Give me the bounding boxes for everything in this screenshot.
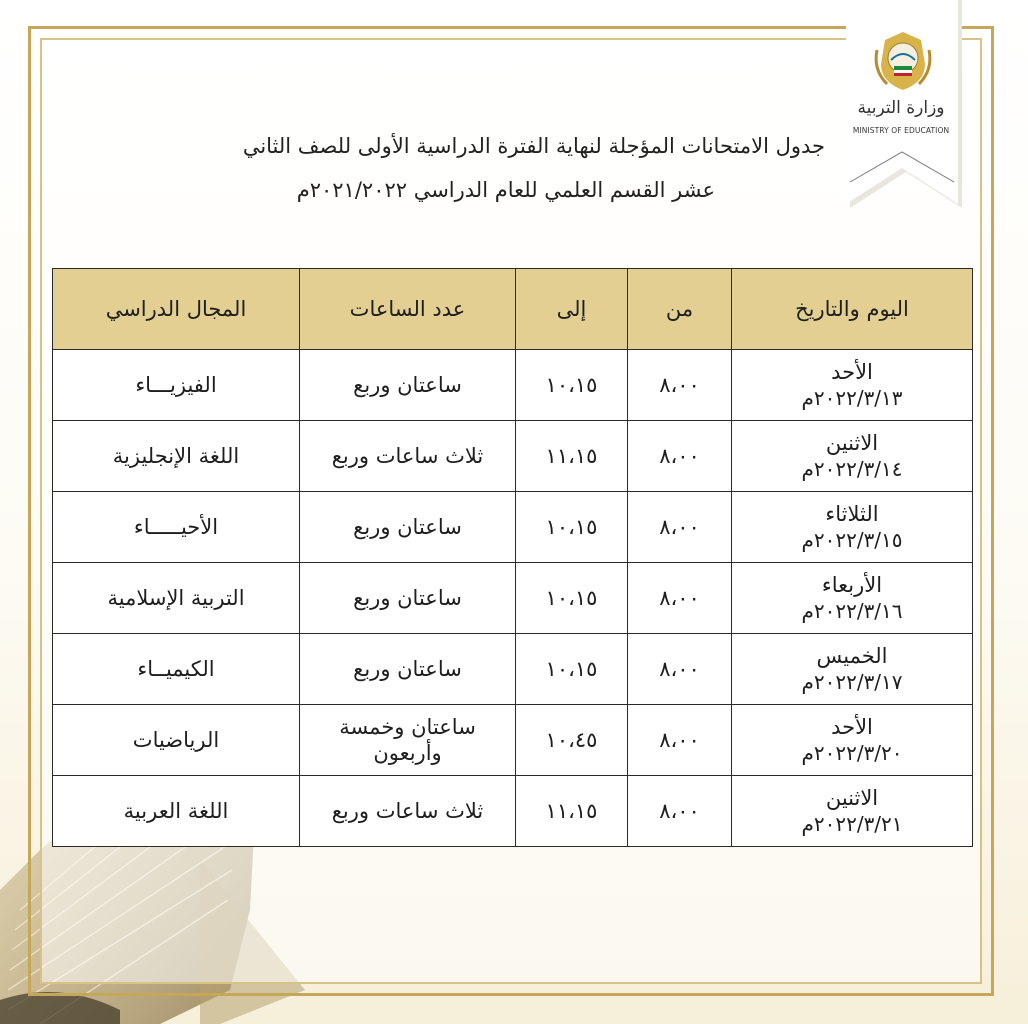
cell-subject: الفيزيـــاء (53, 350, 300, 421)
cell-hours: ساعتان وخمسة وأربعون (300, 705, 516, 776)
day-name: الاثنين (825, 786, 879, 810)
table-row (53, 350, 973, 421)
cell-subject: الرياضيات (53, 705, 300, 776)
cell-from: ٨،٠٠ (628, 634, 732, 705)
day-name: الأحد (831, 715, 873, 739)
day-name: الأحد (831, 360, 873, 384)
day-date: ٢٠٢٢/٣/٢١م (801, 812, 903, 836)
cell-day-date (732, 492, 973, 563)
kuwait-emblem-icon (873, 30, 933, 92)
day-date: ٢٠٢٢/٣/١٥م (801, 528, 903, 552)
page-title (70, 124, 825, 212)
day-date: ٢٠٢٢/٣/١٦م (801, 599, 903, 623)
cell-subject: اللغة الإنجليزية (53, 421, 300, 492)
header-hours: عدد الساعات (300, 269, 516, 350)
header-to: إلى (516, 269, 628, 350)
table-row (53, 563, 973, 634)
cell-from: ٨،٠٠ (628, 350, 732, 421)
cell-to: ١١،١٥ (516, 776, 628, 847)
cell-from: ٨،٠٠ (628, 421, 732, 492)
header-subject: المجال الدراسي (53, 269, 300, 350)
ministry-name-english: MINISTRY OF EDUCATION (852, 126, 950, 135)
table-row (53, 634, 973, 705)
day-date: ٢٠٢٢/٣/٢٠م (801, 741, 903, 765)
table-row (53, 776, 973, 847)
exam-schedule-table (52, 268, 973, 847)
cell-from: ٨،٠٠ (628, 492, 732, 563)
cell-hours: ساعتان وربع (300, 634, 516, 705)
cell-from: ٨،٠٠ (628, 705, 732, 776)
cell-subject: التربية الإسلامية (53, 563, 300, 634)
title-line-2: عشر القسم العلمي للعام الدراسي ٢٠٢١/٢٠٢٢م (296, 178, 715, 202)
cell-day-date (732, 421, 973, 492)
cell-to: ١٠،١٥ (516, 563, 628, 634)
cell-day-date (732, 634, 973, 705)
table-row (53, 705, 973, 776)
cell-to: ١٠،١٥ (516, 492, 628, 563)
cell-subject: اللغة العربية (53, 776, 300, 847)
ministry-logo-ribbon (846, 0, 966, 210)
table-row (53, 492, 973, 563)
cell-hours: ثلاث ساعات وربع (300, 776, 516, 847)
table-header-row (53, 269, 973, 350)
day-date: ٢٠٢٢/٣/١٧م (801, 670, 903, 694)
day-date: ٢٠٢٢/٣/١٤م (801, 457, 903, 481)
cell-day-date (732, 350, 973, 421)
cell-subject: الأحيـــــاء (53, 492, 300, 563)
title-line-1: جدول الامتحانات المؤجلة لنهاية الفترة الدراسية الأولى للصف الثاني (242, 134, 825, 158)
cell-day-date (732, 776, 973, 847)
cell-hours: ثلاث ساعات وربع (300, 421, 516, 492)
day-name: الخميس (816, 644, 888, 668)
header-day-date: اليوم والتاريخ (732, 269, 973, 350)
cell-to: ١١،١٥ (516, 421, 628, 492)
header-from: من (628, 269, 732, 350)
day-name: الأربعاء (821, 573, 883, 597)
ministry-name-arabic: وزارة التربية (857, 98, 945, 118)
cell-to: ١٠،١٥ (516, 350, 628, 421)
cell-from: ٨،٠٠ (628, 776, 732, 847)
cell-to: ١٠،٤٥ (516, 705, 628, 776)
day-date: ٢٠٢٢/٣/١٣م (801, 386, 903, 410)
table-row (53, 421, 973, 492)
cell-hours: ساعتان وربع (300, 350, 516, 421)
day-name: الاثنين (825, 431, 879, 455)
day-name: الثلاثاء (825, 502, 879, 526)
cell-from: ٨،٠٠ (628, 563, 732, 634)
cell-to: ١٠،١٥ (516, 634, 628, 705)
cell-hours: ساعتان وربع (300, 563, 516, 634)
cell-hours: ساعتان وربع (300, 492, 516, 563)
cell-subject: الكيميــاء (53, 634, 300, 705)
cell-day-date (732, 705, 973, 776)
cell-day-date (732, 563, 973, 634)
